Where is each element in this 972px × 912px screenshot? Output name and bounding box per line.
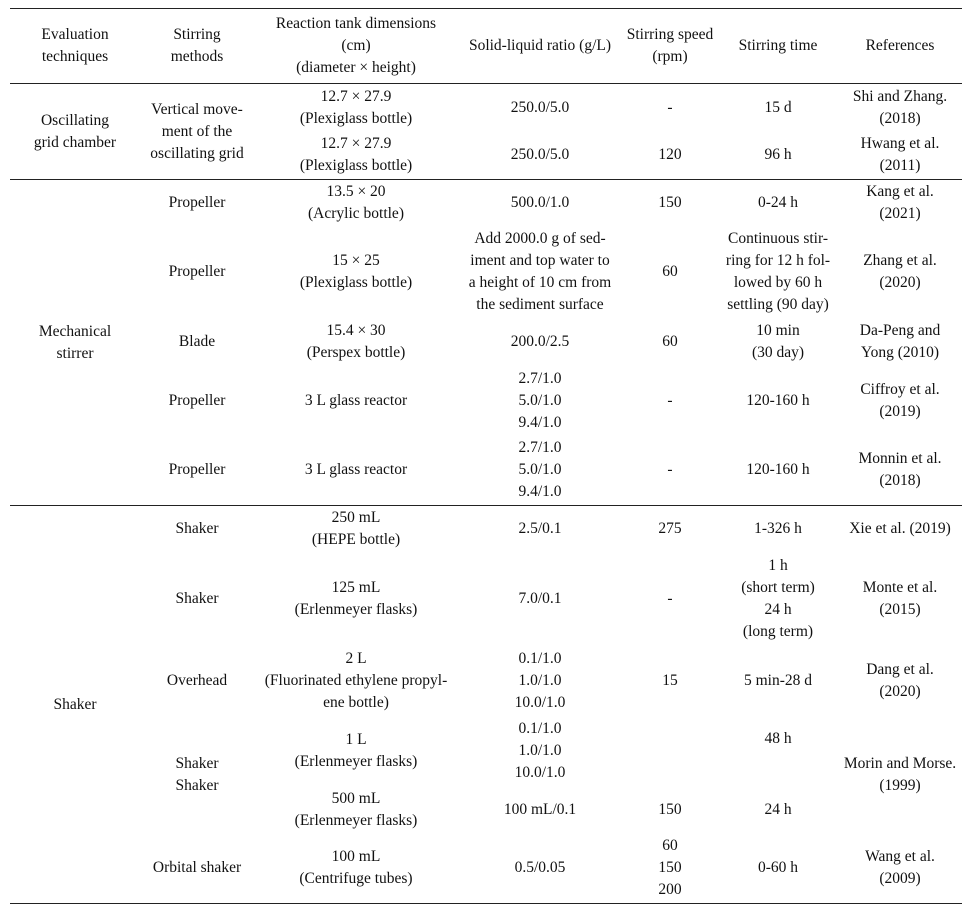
ratio-cell: 100 mL/0.1 <box>503 800 577 818</box>
speed-cell: 15 <box>662 671 678 689</box>
section-shaker <box>10 506 962 904</box>
table-row <box>10 506 962 552</box>
ratio-cell: 0.1/1.0 1.0/1.0 10.0/1.0 <box>514 719 566 781</box>
time-cell: 15 d <box>764 98 792 116</box>
header-stirring-speed: Stirring speed (rpm) <box>626 26 714 65</box>
header-evaluation-techniques: Evaluation techniques <box>41 26 109 65</box>
reference-cell: Da-Peng and Yong (2010) <box>859 321 941 361</box>
reference-cell: Monnin et al. (2018) <box>858 450 942 490</box>
table-row <box>10 834 962 904</box>
speed-cell: - <box>667 98 673 116</box>
dims-cell: 100 mL (Centrifuge tubes) <box>299 848 413 888</box>
table-row <box>10 716 962 762</box>
method-cell: Propeller <box>168 193 226 211</box>
speed-cell-empty <box>622 716 718 786</box>
time-cell: Continuous stir- ring for 12 h fol- lowed by 60 h settling (90 day) <box>725 229 831 313</box>
header-stirring-time: Stirring time <box>738 37 818 54</box>
dims-cell: 125 mL (Erlenmeyer flasks) <box>294 578 418 618</box>
header-references: References <box>865 37 935 54</box>
table-row <box>10 226 962 318</box>
speed-cell: 60 150 200 <box>658 837 682 899</box>
speed-cell: - <box>667 391 673 409</box>
method-cell: Propeller <box>168 461 226 479</box>
reference-cell: Monte et al. (2015) <box>862 578 938 618</box>
speed-cell: 150 <box>658 193 682 211</box>
method-cell: Propeller <box>168 391 226 409</box>
section-oscillating-grid <box>10 84 962 180</box>
dims-cell: 15 × 25 (Plexiglass bottle) <box>299 251 413 291</box>
method-cell: Overhead <box>166 671 228 689</box>
dims-cell: 500 mL (Erlenmeyer flasks) <box>294 789 418 829</box>
data-table <box>10 8 962 904</box>
ratio-cell: 0.5/0.05 <box>514 859 566 877</box>
reference-cell: Kang et al. (2021) <box>866 182 934 222</box>
table-row <box>10 366 962 436</box>
reference-cell: Morin and Morse. (1999) <box>843 754 957 794</box>
technique-cell: Mechanical stirrer <box>38 322 112 362</box>
time-cell: 48 h <box>764 729 792 747</box>
dims-cell: 1 L (Erlenmeyer flasks) <box>294 730 418 770</box>
time-cell: 1 h (short term) 24 h (long term) <box>741 556 815 640</box>
table-row <box>10 436 962 506</box>
technique-cell: Oscillating grid chamber <box>33 111 117 151</box>
dims-cell: 13.5 × 20 (Acrylic bottle) <box>308 182 404 222</box>
method-cell: Shaker Shaker <box>175 754 219 794</box>
speed-cell: - <box>667 589 673 607</box>
speed-cell: 60 <box>662 332 678 350</box>
ratio-cell: 2.7/1.0 5.0/1.0 9.4/1.0 <box>518 439 562 501</box>
ratio-cell: 250.0/5.0 <box>510 98 570 116</box>
ratio-cell: 500.0/1.0 <box>510 193 570 211</box>
dims-cell: 250 mL (HEPE bottle) <box>311 508 401 548</box>
ratio-cell: Add 2000.0 g of sed- iment and top water to a height of 10 cm from the sediment surface <box>468 229 612 313</box>
ratio-cell: 250.0/5.0 <box>510 146 570 164</box>
method-cell: Vertical move- ment of the oscillating grid <box>150 100 244 162</box>
reference-cell: Ciffroy et al. (2019) <box>860 380 940 420</box>
time-cell: 10 min (30 day) <box>751 321 805 361</box>
time-cell: 120-160 h <box>746 461 810 479</box>
header-stirring-methods: Stirring methods <box>170 26 224 65</box>
ratio-cell: 0.1/1.0 1.0/1.0 10.0/1.0 <box>514 649 566 711</box>
time-cell: 1-326 h <box>754 519 802 537</box>
time-cell: 96 h <box>764 146 792 164</box>
dims-cell: 12.7 × 27.9 (Plexiglass bottle) <box>299 135 413 175</box>
table-row <box>10 318 962 366</box>
table-header <box>10 9 962 84</box>
reference-cell: Xie et al. (2019) <box>849 519 951 537</box>
ratio-cell: 2.7/1.0 5.0/1.0 9.4/1.0 <box>518 369 562 431</box>
reference-cell: Dang et al. (2020) <box>866 660 934 700</box>
method-cell: Propeller <box>168 262 226 280</box>
header-solid-liquid-ratio: Solid-liquid ratio (g/L) <box>468 37 612 54</box>
dims-cell: 2 L (Fluorinated ethylene propyl- ene bottle) <box>264 649 448 711</box>
time-cell: 0-24 h <box>757 193 799 211</box>
dims-cell: 15.4 × 30 (Perspex bottle) <box>306 321 406 361</box>
ratio-cell: 200.0/2.5 <box>510 332 570 350</box>
table-row <box>10 552 962 646</box>
dims-cell: 3 L glass reactor <box>304 391 408 409</box>
speed-cell: 120 <box>658 146 682 164</box>
method-cell: Shaker <box>175 519 219 537</box>
reference-cell: Zhang et al. (2020) <box>863 251 937 291</box>
speed-cell: 60 <box>662 262 678 280</box>
ratio-cell: 2.5/0.1 <box>518 519 562 537</box>
ratio-cell: 7.0/0.1 <box>518 589 562 607</box>
technique-cell: Shaker <box>53 695 97 713</box>
reference-cell: Hwang et al. (2011) <box>860 135 940 175</box>
time-cell: 24 h <box>764 800 792 818</box>
time-cell: 120-160 h <box>746 391 810 409</box>
dims-cell: 3 L glass reactor <box>304 461 408 479</box>
section-mechanical-stirrer <box>10 180 962 506</box>
speed-cell: - <box>667 461 673 479</box>
time-cell-empty <box>718 762 838 786</box>
reference-cell: Wang et al. (2009) <box>865 848 935 888</box>
table-row <box>10 646 962 716</box>
method-cell: Shaker <box>175 589 219 607</box>
header-row <box>10 9 962 84</box>
table-row <box>10 180 962 226</box>
time-cell: 5 min-28 d <box>743 671 813 689</box>
method-cell: Blade <box>178 332 216 350</box>
speed-cell: 150 <box>658 800 682 818</box>
table-row <box>10 84 962 132</box>
dims-cell: 12.7 × 27.9 (Plexiglass bottle) <box>299 87 413 127</box>
speed-cell: 275 <box>658 519 682 537</box>
reference-cell: Shi and Zhang. (2018) <box>852 87 948 127</box>
header-reaction-tank-dimensions: Reaction tank dimensions (cm) (diameter × height) <box>275 15 437 76</box>
method-cell: Orbital shaker <box>152 859 242 877</box>
time-cell: 0-60 h <box>757 859 799 877</box>
